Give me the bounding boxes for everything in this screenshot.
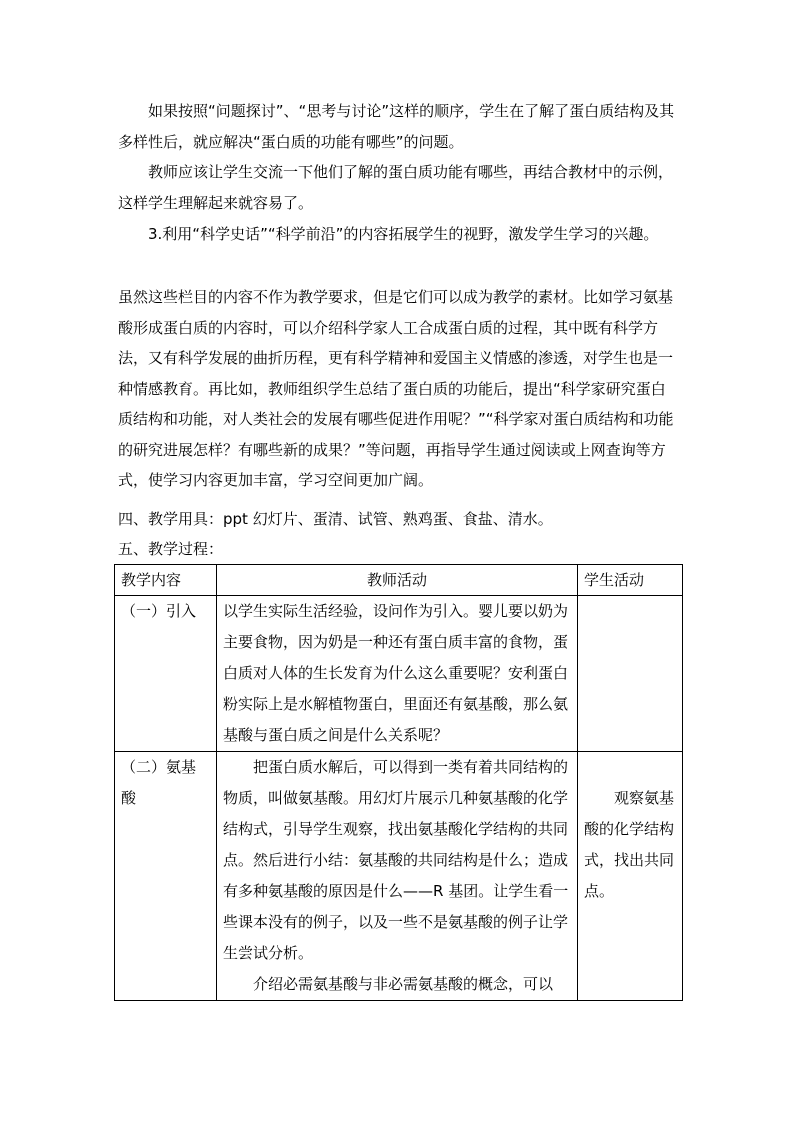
table-header-row xyxy=(115,565,683,596)
tools-heading: 四、教学用具：ppt 幻灯片、蛋清、试管、熟鸡蛋、食盐、清水。 xyxy=(118,510,553,528)
row-student-cell xyxy=(578,596,683,752)
header-student-activity: 学生活动 xyxy=(578,565,683,596)
header-teaching-content: 教学内容 xyxy=(115,565,217,596)
row-teacher-cell xyxy=(217,596,578,752)
paragraph-2: 教师应该让学生交流一下他们了解的蛋白质功能有哪些，再结合教材中的示例，这样学生理解起来就容易了。 xyxy=(118,163,674,212)
row-content-cell: （二）氨基酸 xyxy=(115,752,217,1001)
teaching-process-table xyxy=(114,564,683,1001)
header-teacher-activity: 教师活动 xyxy=(217,565,578,596)
teacher-activity-text: 以学生实际生活经验，设问作为引入。婴儿要以奶为主要食物，因为奶是一种还有蛋白质丰富的食物，蛋白质对人体的生长发育为什么这么重要呢？安利蛋白粉实际上是水解植物蛋白，里面还有氨基酸，那么氨基酸与蛋白质之间是什么关系呢？ xyxy=(223,602,569,744)
paragraph-1: 如果按照“问题探讨”、“思考与讨论”这样的顺序，学生在了解了蛋白质结构及其多样性后，就应解决“蛋白质的功能有哪些”的问题。 xyxy=(118,102,675,151)
teacher-activity-text: 把蛋白质水解后，可以得到一类有着共同结构的物质，叫做氨基酸。用幻灯片展示几种氨基酸的化学结构式，引导学生观察，找出氨基酸化学结构的共同点。然后进行小结：氨基酸的共同结构是什么；造成有多种氨基酸的原因是什么——R 基团。让学生看一些课本没有的例子，以及一些不是氨基酸的例子让学生尝试分析。 xyxy=(223,758,569,962)
row-content-cell: （一）引入 xyxy=(115,596,217,752)
paragraph-3: 3.利用“科学史话”“科学前沿”的内容拓展学生的视野，激发学生学习的兴趣。 xyxy=(148,225,659,243)
row-student-cell: 观察氨基酸的化学结构式，找出共同点。 xyxy=(578,752,683,1001)
paragraph-4: 虽然这些栏目的内容不作为教学要求，但是它们可以成为教学的素材。比如学习氨基酸形成蛋白质的内容时，可以介绍科学家人工合成蛋白质的过程，其中既有科学方法，又有科学发展的曲折历程，更有科学精神和爱国主义情感的渗透，对学生也是一种情感教育。再比如，教师组织学生总结了蛋白质的功能后，提出“科学家研究蛋白质结构和功能，对人类社会的发展有哪些促进作用呢？”“科学家对蛋白质结构和功能的研究进展怎样？有哪些新的成果？”等问题，再指导学生通过阅读或上网查询等方式，使学习内容更加丰富，学习空间更加广阔。 xyxy=(118,288,674,489)
teacher-activity-text-continued: 介绍必需氨基酸与非必需氨基酸的概念，可以 xyxy=(253,975,554,993)
process-heading: 五、教学过程： xyxy=(118,540,224,558)
table-row xyxy=(115,596,683,752)
row-teacher-cell xyxy=(217,752,578,1001)
table-row xyxy=(115,752,683,1001)
